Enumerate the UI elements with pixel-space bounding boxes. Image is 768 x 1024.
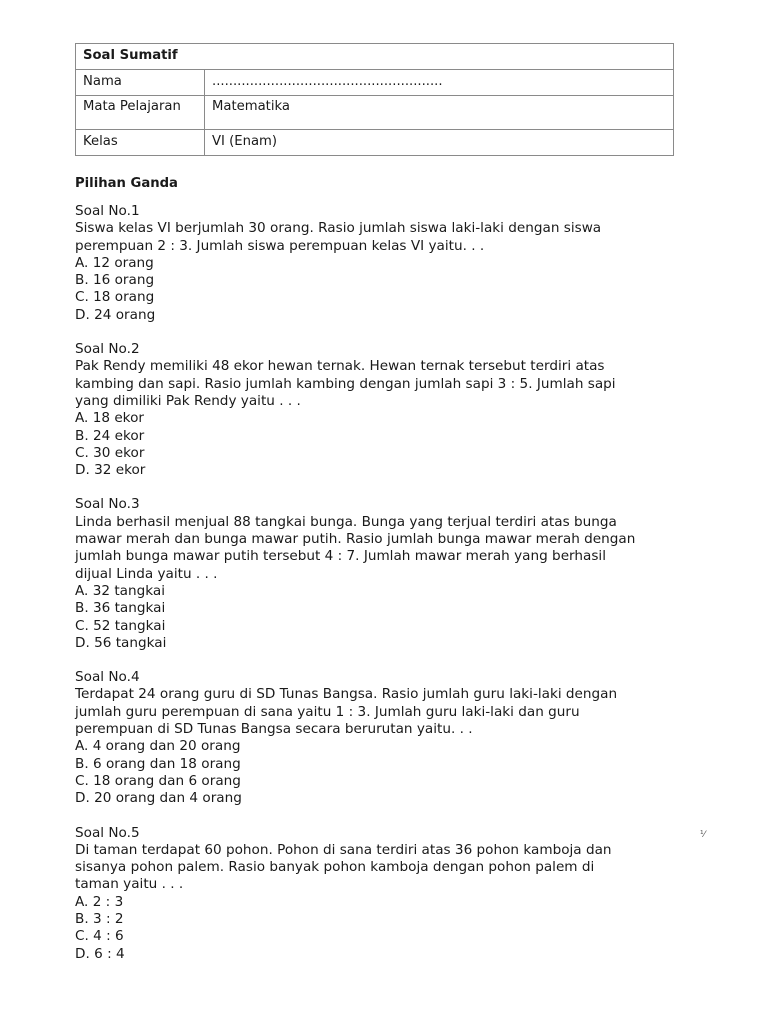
label-nama: Nama	[76, 70, 205, 96]
question-line: jumlah bunga mawar putih tersebut 4 : 7. Jumlah mawar merah yang berhasil	[75, 548, 606, 565]
option-d: D. 6 : 4	[75, 945, 125, 962]
option-c: C. 30 ekor	[75, 444, 145, 461]
header-row-mapel	[76, 96, 674, 130]
question-5	[75, 825, 690, 963]
question-line: kambing dan sapi. Rasio jumlah kambing dengan jumlah sapi 3 : 5. Jumlah sapi	[75, 375, 616, 392]
question-line: Di taman terdapat 60 pohon. Pohon di sana terdiri atas 36 pohon kamboja dan	[75, 841, 612, 858]
question-title: Soal No.2	[75, 341, 140, 358]
question-line: mawar merah dan bunga mawar putih. Rasio jumlah bunga mawar merah dengan	[75, 531, 636, 548]
option-c: C. 18 orang	[75, 289, 155, 306]
option-a: A. 2 : 3	[75, 893, 124, 910]
option-c: C. 52 tangkai	[75, 617, 166, 634]
question-line: perempuan 2 : 3. Jumlah siswa perempuan kelas VI yaitu. . .	[75, 237, 485, 254]
label-mapel: Mata Pelajaran	[76, 96, 205, 130]
question-line: Siswa kelas VI berjumlah 30 orang. Rasio jumlah siswa laki-laki dengan siswa	[75, 220, 602, 237]
option-c: C. 18 orang dan 6 orang	[75, 772, 241, 789]
option-d: D. 56 tangkai	[75, 634, 167, 651]
question-line: jumlah guru perempuan di sana yaitu 1 : 3. Jumlah guru laki-laki dan guru	[75, 703, 580, 720]
question-list	[75, 203, 690, 980]
option-d: D. 24 orang	[75, 306, 156, 323]
option-b: B. 3 : 2	[75, 910, 124, 927]
question-line: Pak Rendy memiliki 48 ekor hewan ternak. Hewan ternak tersebut terdiri atas	[75, 358, 605, 375]
option-a: A. 18 ekor	[75, 410, 144, 427]
option-b: B. 36 tangkai	[75, 600, 166, 617]
option-d: D. 32 ekor	[75, 462, 146, 479]
question-title: Soal No.5	[75, 824, 140, 841]
question-line: Terdapat 24 orang guru di SD Tunas Bangsa. Rasio jumlah guru laki-laki dengan	[75, 686, 618, 703]
question-3	[75, 496, 690, 652]
header-row-nama	[76, 70, 674, 96]
option-b: B. 24 ekor	[75, 427, 145, 444]
value-kelas: VI (Enam)	[205, 130, 674, 156]
option-d: D. 20 orang dan 4 orang	[75, 790, 242, 807]
question-line: perempuan di SD Tunas Bangsa secara berurutan yaitu. . .	[75, 721, 473, 738]
question-1	[75, 203, 690, 324]
option-b: B. 6 orang dan 18 orang	[75, 755, 241, 772]
option-a: A. 12 orang	[75, 254, 154, 271]
question-line: sisanya pohon palem. Rasio banyak pohon kamboja dengan pohon palem di	[75, 859, 595, 876]
question-title: Soal No.3	[75, 496, 140, 513]
label-kelas: Kelas	[76, 130, 205, 156]
header-table-wrapper	[75, 43, 675, 156]
question-2	[75, 341, 690, 479]
value-mapel: Matematika	[205, 96, 674, 130]
question-line: yang dimiliki Pak Rendy yaitu . . .	[75, 392, 301, 409]
option-a: A. 4 orang dan 20 orang	[75, 738, 241, 755]
value-nama: .......................................................	[205, 70, 674, 96]
option-b: B. 16 orang	[75, 272, 155, 289]
header-title: Soal Sumatif	[76, 44, 674, 70]
question-title: Soal No.4	[75, 669, 140, 686]
header-title-row	[76, 44, 674, 70]
section-title: Pilihan Ganda	[75, 176, 178, 191]
question-line: Linda berhasil menjual 88 tangkai bunga. Bunga yang terjual terdiri atas bunga	[75, 513, 617, 530]
question-4	[75, 669, 690, 807]
header-table	[75, 43, 674, 156]
option-c: C. 4 : 6	[75, 928, 124, 945]
question-title: Soal No.1	[75, 203, 140, 219]
question-line: dijual Linda yaitu . . .	[75, 565, 218, 582]
margin-mark: ¹⁄	[700, 830, 706, 840]
header-row-kelas	[76, 130, 674, 156]
question-line: taman yaitu . . .	[75, 876, 184, 893]
option-a: A. 32 tangkai	[75, 582, 165, 599]
